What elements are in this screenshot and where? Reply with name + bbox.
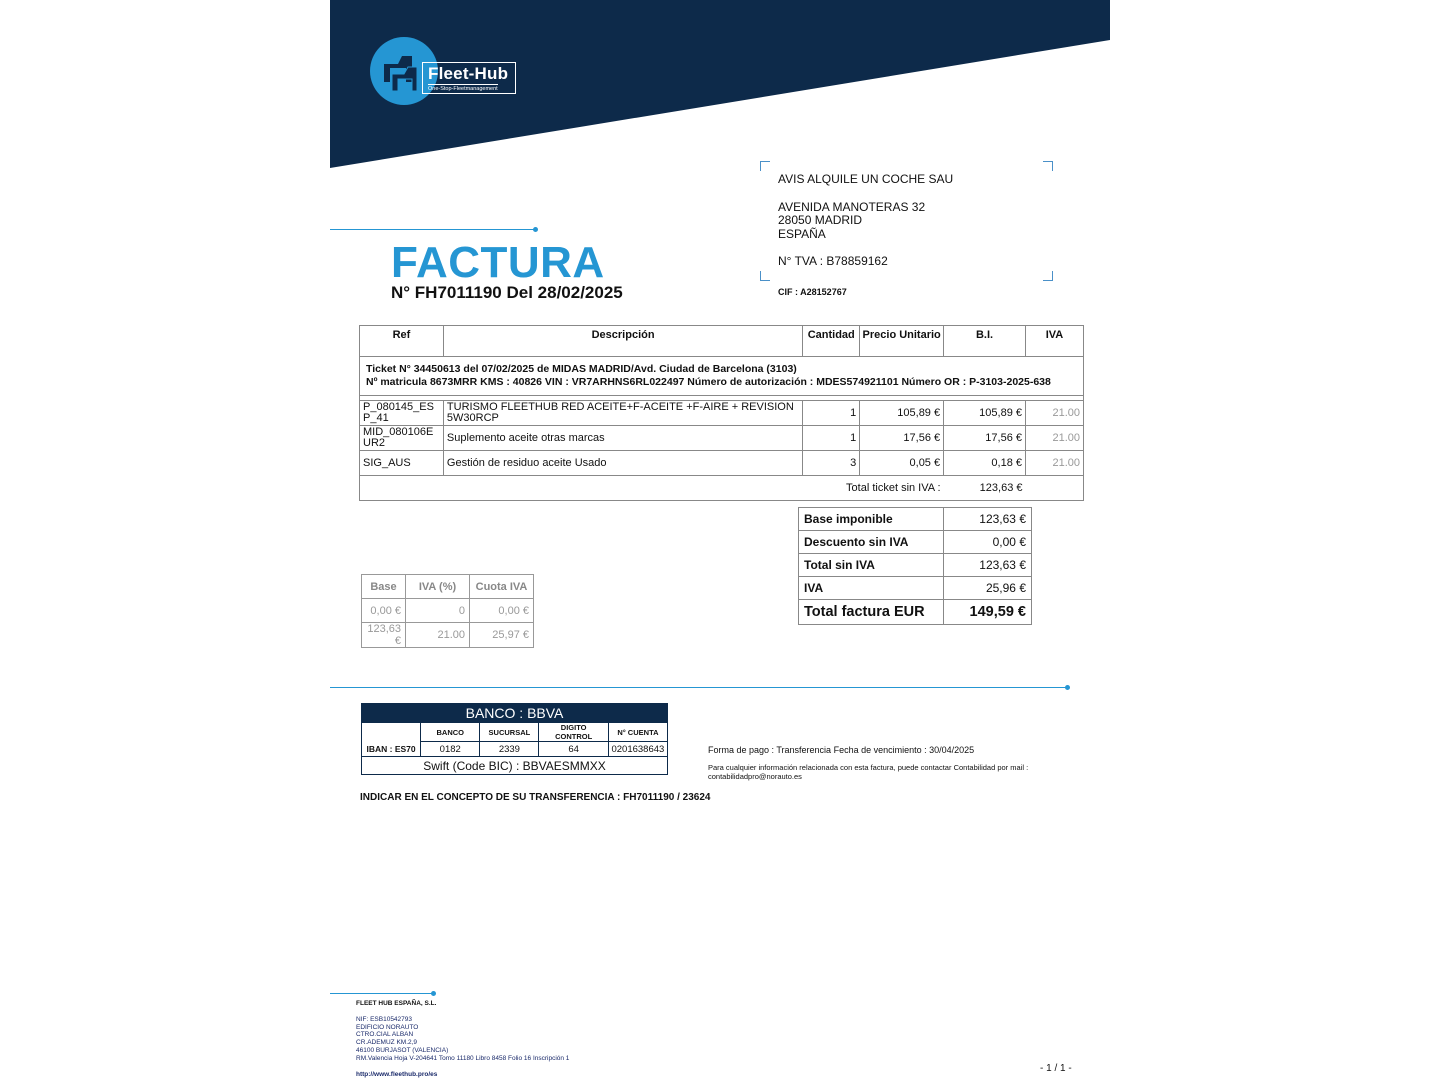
ticket-total-label: Total ticket sin IVA : — [360, 476, 944, 501]
frame-corner — [760, 271, 770, 281]
bank-columns-row — [362, 723, 668, 742]
totals-row — [799, 508, 1032, 531]
recipient-city: 28050 MADRID — [778, 213, 863, 227]
bank-digito: 64 — [539, 742, 608, 757]
row-qty: 1 — [803, 401, 860, 426]
bank-values-row — [362, 742, 668, 757]
grand-total-value: 149,59 € — [944, 600, 1032, 625]
vat-cuota: 25,97 € — [470, 623, 534, 648]
total-value: 25,96 € — [944, 577, 1032, 600]
page-number: - 1 / 1 - — [1040, 1063, 1072, 1074]
fleet-hub-logo — [370, 36, 520, 108]
ticket-total-value: 123,63 € — [944, 476, 1026, 501]
ticket-total-row — [360, 476, 1084, 501]
frame-corner — [1043, 271, 1053, 281]
divider-dot — [431, 991, 436, 996]
total-value: 0,00 € — [944, 531, 1032, 554]
vat-pct: 21.00 — [406, 623, 470, 648]
vat-col-base: Base — [362, 575, 406, 599]
divider — [330, 229, 535, 230]
footer-company: FLEET HUB ESPAÑA, S.L. — [356, 1000, 437, 1007]
recipient-street: AVENIDA MANOTERAS 32 — [778, 199, 926, 214]
col-precio-unitario: Precio Unitario — [860, 326, 944, 357]
row-desc: TURISMO FLEETHUB RED ACEITE+F-ACEITE +F-AIRE + REVISION 5W30RCP — [443, 401, 802, 426]
row-iva: 21.00 — [1026, 401, 1084, 426]
row-iva: 21.00 — [1026, 426, 1084, 451]
bank-details-table — [361, 703, 668, 775]
footer-line: EDIFICIO NORAUTO — [356, 1023, 419, 1031]
row-bi: 105,89 € — [944, 401, 1026, 426]
logo-tagline: One-Stop-Fleetmanagement — [428, 86, 498, 92]
table-header — [360, 326, 1084, 357]
bank-banco: 0182 — [421, 742, 480, 757]
frame-corner — [1043, 161, 1053, 171]
bank-col-cuenta: N° CUENTA — [608, 723, 667, 742]
footer-line: RM.Valencia Hoja V-204641 Tomo 11180 Libro 8458 Folio 16 Inscripción 1 — [356, 1054, 570, 1062]
bank-col-sucursal: SUCURSAL — [480, 723, 539, 742]
footer-website-link[interactable]: http://www.fleethub.pro/es — [356, 1070, 438, 1078]
ticket-info-row — [360, 357, 1084, 396]
col-iva: IVA — [1026, 326, 1084, 357]
row-desc: Gestión de residuo aceite Usado — [443, 451, 802, 476]
row-bi: 17,56 € — [944, 426, 1026, 451]
totals-row — [799, 554, 1032, 577]
recipient-address — [778, 173, 953, 269]
row-bi: 0,18 € — [944, 451, 1026, 476]
vat-col-pct: IVA (%) — [406, 575, 470, 599]
bank-col-digito: DIGITO CONTROL — [539, 723, 608, 742]
row-ref: MID_080106EUR2 — [360, 426, 444, 451]
row-desc: Suplemento aceite otras marcas — [443, 426, 802, 451]
totals-row — [799, 577, 1032, 600]
frame-corner — [760, 161, 770, 171]
divider — [330, 993, 433, 994]
total-label: Total sin IVA — [799, 554, 944, 577]
swift-code: Swift (Code BIC) : BBVAESMMXX — [362, 757, 668, 775]
row-iva: 21.00 — [1026, 451, 1084, 476]
total-label: Descuento sin IVA — [799, 531, 944, 554]
footer-line: CTRO.CIAL ALBAN — [356, 1031, 414, 1039]
bank-title: BANCO : BBVA — [362, 704, 668, 723]
vat-col-cuota: Cuota IVA — [470, 575, 534, 599]
iban-label: IBAN : ES70 — [362, 742, 421, 757]
col-cantidad: Cantidad — [803, 326, 860, 357]
recipient-name: AVIS ALQUILE UN COCHE SAU — [778, 172, 954, 186]
vat-base: 123,63 € — [362, 623, 406, 648]
ticket-line-1: Ticket N° 34450613 del 07/02/2025 de MIDAS MADRID/Avd. Ciudad de Barcelona (3103) — [366, 363, 797, 375]
vat-cuota: 0,00 € — [470, 599, 534, 623]
company-footer — [356, 1000, 569, 1078]
grand-total-label: Total factura EUR — [799, 600, 944, 625]
row-ref: SIG_AUS — [360, 451, 444, 476]
table-row — [360, 451, 1084, 476]
recipient-cif: CIF : A28152767 — [778, 287, 847, 297]
total-value: 123,63 € — [944, 508, 1032, 531]
total-label: IVA — [799, 577, 944, 600]
divider-dot — [1065, 685, 1070, 690]
vat-base: 0,00 € — [362, 599, 406, 623]
row-qty: 1 — [803, 426, 860, 451]
contact-info: Para cualquier información relacionada con esta factura, puede contactar Contabilidad por mail : contabilidadpro@norauto.es — [708, 763, 1029, 781]
bank-cuenta: 0201638643 — [608, 742, 667, 757]
grand-total-row — [799, 600, 1032, 625]
total-value: 123,63 € — [944, 554, 1032, 577]
row-qty: 3 — [803, 451, 860, 476]
vat-row — [362, 599, 534, 623]
invoice-lines-table — [359, 325, 1084, 501]
logo-name: Fleet-Hub — [428, 64, 509, 83]
table-row — [360, 426, 1084, 451]
total-label: Base imponible — [799, 508, 944, 531]
totals-row — [799, 531, 1032, 554]
col-bi: B.I. — [944, 326, 1026, 357]
bank-title-row — [362, 704, 668, 723]
payment-terms: Forma de pago : Transferencia Fecha de vencimiento : 30/04/2025 — [708, 745, 975, 755]
recipient-country: ESPAÑA — [778, 226, 826, 241]
invoice-number: N° FH7011190 Del 28/02/2025 — [391, 283, 623, 302]
bank-col-banco: BANCO — [421, 723, 480, 742]
col-descripcion: Descripción — [443, 326, 802, 357]
totals-table — [798, 507, 1032, 625]
footer-line: 46100 BURJASOT (VALENCIA) — [356, 1046, 449, 1054]
table-row — [360, 401, 1084, 426]
row-unit: 105,89 € — [860, 401, 944, 426]
divider — [330, 687, 1067, 688]
col-ref: Ref — [360, 326, 444, 357]
footer-line: CR.ADEMUZ KM.2,9 — [356, 1039, 418, 1047]
vat-header — [362, 575, 534, 599]
invoice-page — [330, 0, 1110, 1080]
row-ref: P_080145_ESP_41 — [360, 401, 444, 426]
recipient-tva: N° TVA : B78859162 — [778, 254, 888, 268]
ticket-line-2: Nº matricula 8673MRR KMS : 40826 VIN : VR7ARHNS6RL022497 Número de autorización : MDES574921101 Número OR : P-3103-2025-638 — [366, 376, 1051, 388]
vat-summary-table — [361, 574, 534, 648]
swift-row — [362, 757, 668, 775]
vat-pct: 0 — [406, 599, 470, 623]
vat-row — [362, 623, 534, 648]
footer-nif: NIF: ESB10542793 — [356, 1015, 413, 1023]
row-unit: 17,56 € — [860, 426, 944, 451]
divider-dot — [533, 227, 538, 232]
transfer-reference-note: INDICAR EN EL CONCEPTO DE SU TRANSFERENCIA : FH7011190 / 23624 — [360, 792, 711, 803]
row-unit: 0,05 € — [860, 451, 944, 476]
bank-sucursal: 2339 — [480, 742, 539, 757]
invoice-title: FACTURA — [391, 238, 605, 287]
